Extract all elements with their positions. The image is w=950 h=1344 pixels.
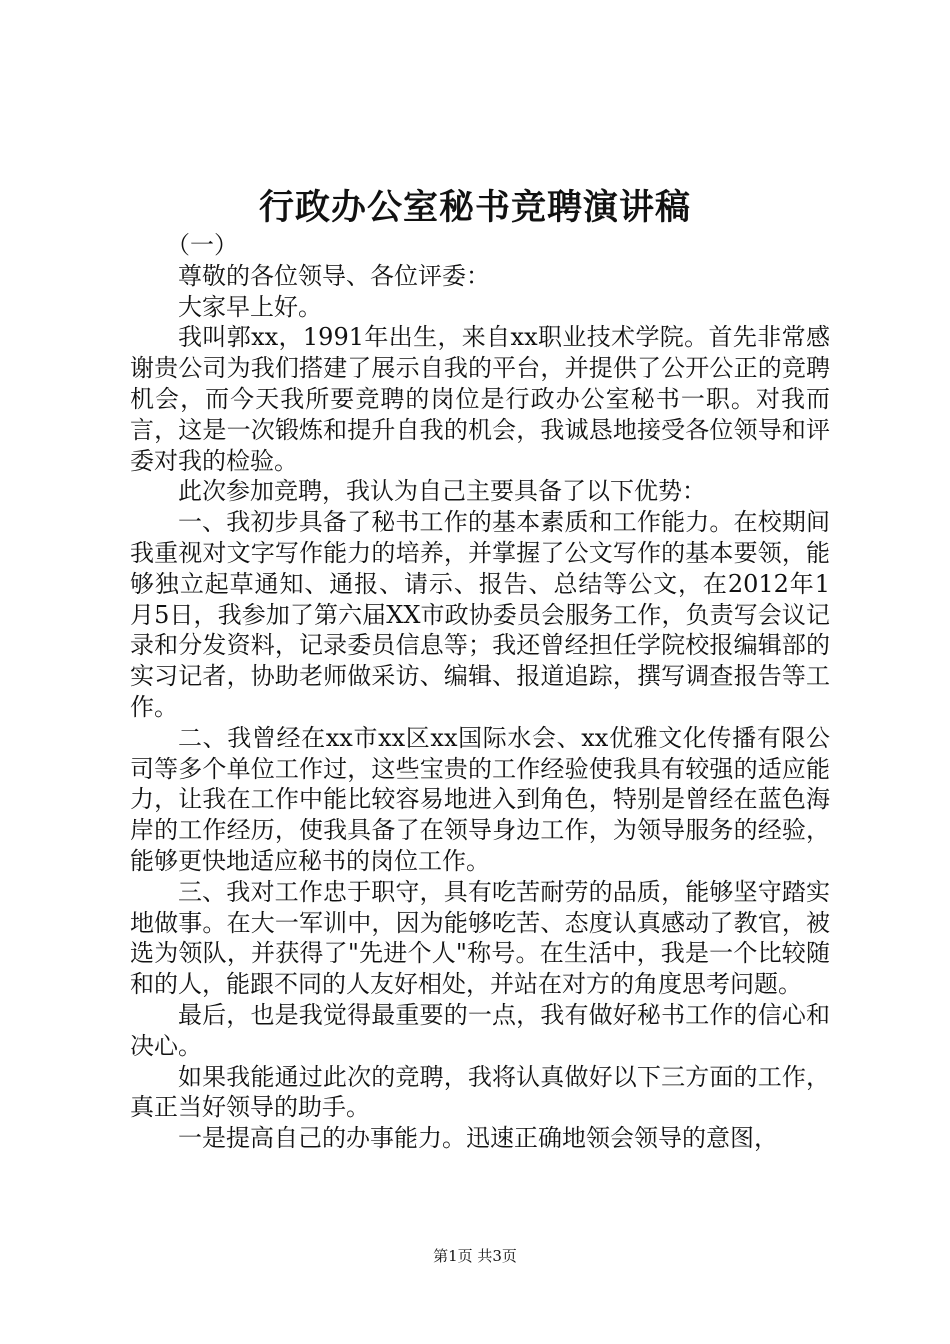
paragraph-introduction: 我叫郭xx，1991年出生，来自xx职业技术学院。首先非常感谢贵公司为我们搭建了展示自我的平台，并提供了公开公正的竞聘机会，而今天我所要竞聘的岗位是行政办公室秘书一职。对我而言，这是一次锻炼和提升自我的机会，我诚恳地接受各位领导和评委对我的检验。 — [130, 323, 830, 475]
document-body — [130, 230, 830, 1154]
paragraph-advantages-intro: 此次参加竞聘，我认为自己主要具备了以下优势： — [178, 477, 706, 506]
paragraph-advantage-3: 三、我对工作忠于职守，具有吃苦耐劳的品质，能够坚守踏实地做事。在大一军训中，因为能够吃苦、态度认真感动了教官，被选为领队，并获得了"先进个人"称号。在生活中，我是一个比较随和的人，能跟不同的人友好相处，并站在对方的角度思考问题。 — [130, 877, 830, 999]
document-title: 行政办公室秘书竞聘演讲稿 — [258, 187, 691, 228]
section-number: （一） — [166, 231, 238, 259]
paragraph-advantage-1: 一、我初步具备了秘书工作的基本素质和工作能力。在校期间我重视对文字写作能力的培养，并掌握了公文写作的基本要领，能够独立起草通知、通报、请示、报告、总结等公文，在2012年1月5日，我参加了第六届XX市政协委员会服务工作，负责写会议记录和分发资料，记录委员信息等；我还曾经担任学院校报编辑部的实习记者，协助老师做采访、编辑、报道追踪，撰写调查报告等工作。 — [130, 508, 830, 721]
greeting: 大家早上好。 — [178, 292, 322, 321]
page-number-footer: 第1页 共3页 — [433, 1247, 517, 1265]
paragraph-plan-intro: 如果我能通过此次的竞聘，我将认真做好以下三方面的工作，真正当好领导的助手。 — [130, 1062, 830, 1122]
salutation: 尊敬的各位领导、各位评委： — [178, 261, 490, 290]
paragraph-plan-1: 一是提高自己的办事能力。迅速正确地领会领导的意图， — [178, 1124, 778, 1153]
paragraph-advantage-2: 二、我曾经在xx市xx区xx国际水会、xx优雅文化传播有限公司等多个单位工作过，这些宝贵的工作经验使我具有较强的适应能力，让我在工作中能比较容易地进入到角色，特别是曾经在蓝色海岸的工作经历，使我具备了在领导身边工作，为领导服务的经验，能够更快地适应秘书的岗位工作。 — [130, 723, 830, 875]
paragraph-confidence: 最后，也是我觉得最重要的一点，我有做好秘书工作的信心和决心。 — [130, 1000, 830, 1060]
